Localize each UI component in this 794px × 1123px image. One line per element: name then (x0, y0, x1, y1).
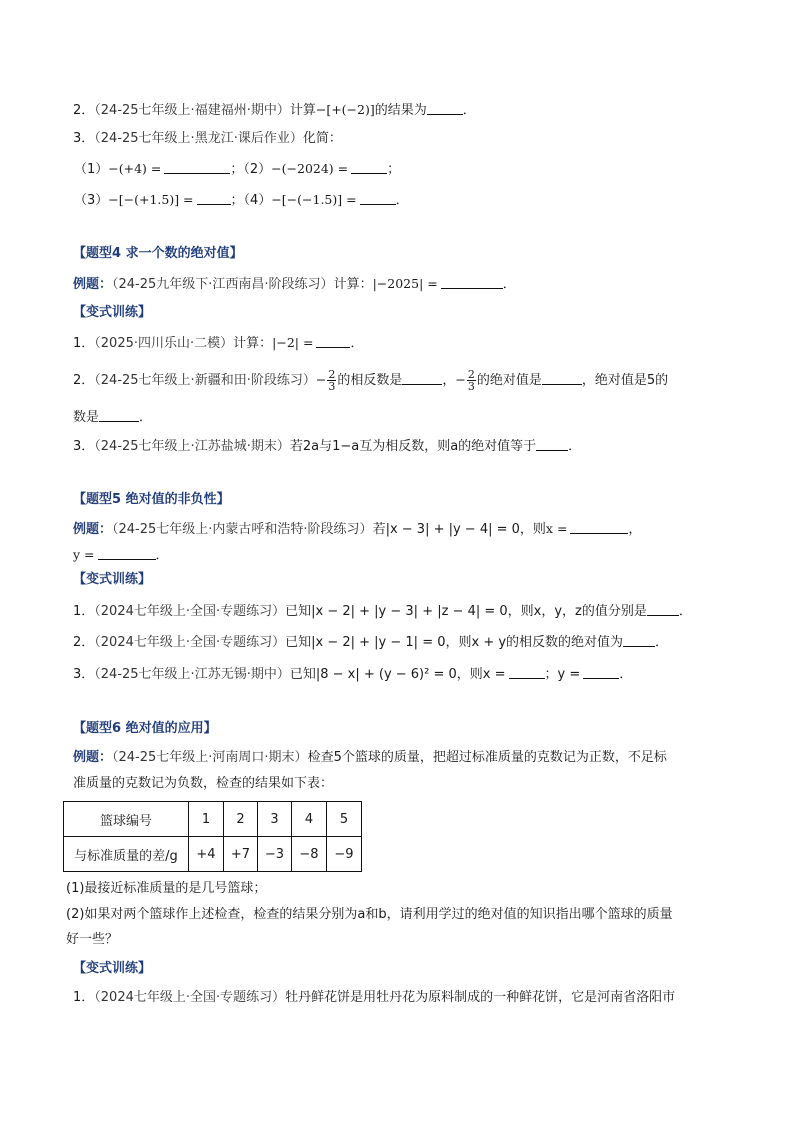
fraction-denominator: 3 (467, 380, 475, 393)
question-text: ；y = (544, 667, 581, 682)
question-source: （2025·四川乐山·二模） (94, 336, 234, 351)
topic-5-question-1 (73, 603, 692, 621)
question-number: 3． (73, 667, 95, 682)
topic-4-question-3 (73, 438, 581, 456)
table-header-cell: 5 (327, 802, 362, 837)
question-number: 2． (73, 635, 95, 650)
answer-blank[interactable] (623, 634, 655, 647)
basketball-mass-table (63, 801, 362, 872)
punctuation: ． (155, 548, 169, 563)
topic-6-example-cont: 准质量的克数记为负数，检查的结果如下表： (73, 776, 334, 791)
section-heading-topic-4: 【题型4 求一个数的绝对值】 (73, 246, 243, 261)
fraction (327, 369, 336, 392)
question-source: （2024七年级上·全国·专题练习） (94, 604, 286, 619)
question-source: （24-25七年级上·河南周口·期末） (112, 750, 308, 765)
question-number: 2． (73, 103, 95, 118)
table-header-row (64, 802, 362, 837)
table-header-cell: 2 (224, 802, 258, 837)
question-source: （24-25七年级上·内蒙古呼和浩特·阶段练习） (112, 522, 373, 537)
question-source: （24-25七年级上·江苏无锡·期中） (94, 667, 290, 682)
part-label: ；（2） (230, 162, 272, 177)
punctuation: ． (655, 635, 669, 650)
topic-5-question-2 (73, 634, 668, 652)
question-text: 已知|8 − x| + (y − 6)² = 0，则x = (289, 667, 506, 682)
topic-5-question-3 (73, 666, 632, 684)
example-label: 例题： (73, 277, 113, 292)
punctuation: ． (619, 667, 633, 682)
answer-blank[interactable] (509, 666, 545, 679)
question-text: 若|x − 3| + |y − 4| = 0，则 (372, 522, 546, 537)
table-cell: −9 (327, 837, 362, 872)
variant-training-heading: 【变式训练】 (73, 305, 152, 320)
part-label: ；（4） (230, 193, 272, 208)
table-cell: +4 (189, 837, 224, 872)
answer-blank[interactable] (441, 276, 503, 289)
answer-blank[interactable] (99, 409, 139, 422)
math-expression: −[−(+1.5)] = (108, 192, 194, 207)
question-number: 1． (73, 990, 95, 1005)
table-cell: −3 (258, 837, 292, 872)
fraction-numerator: 2 (328, 368, 336, 381)
section-heading-topic-5: 【题型5 绝对值的非负性】 (73, 492, 230, 507)
table-cell: 与标准质量的差/g (64, 837, 189, 872)
topic-6-question-1 (73, 989, 675, 1007)
answer-blank[interactable] (570, 521, 628, 534)
punctuation: ． (139, 410, 153, 425)
question-text: 数是 (73, 410, 100, 425)
punctuation: ． (395, 193, 409, 208)
answer-blank[interactable] (647, 603, 679, 616)
question-number: 1． (73, 336, 95, 351)
fraction-numerator: 2 (467, 368, 475, 381)
punctuation: ． (568, 439, 582, 454)
question-text: 牡丹鲜花饼是用牡丹花为原料制成的一种鲜花饼，它是河南省洛阳市 (285, 990, 676, 1005)
question-text: ，绝对值是5的 (581, 373, 669, 388)
question-source: （24-25七年级上·黑龙江·课后作业） (94, 131, 303, 146)
answer-blank[interactable] (197, 192, 231, 205)
fraction-denominator: 3 (328, 380, 336, 393)
question-3-parts-row-2 (74, 191, 409, 210)
minus-sign: − (315, 372, 327, 387)
answer-blank[interactable] (542, 372, 582, 385)
question-text: 若2a与1−a互为相反数，则a的绝对值等于 (289, 439, 537, 454)
topic-5-example (73, 520, 641, 539)
question-text: 的绝对值是 (476, 373, 542, 388)
part-label: （1） (74, 162, 109, 177)
question-source: （2024七年级上·全国·专题练习） (94, 990, 286, 1005)
question-number: 1． (73, 604, 95, 619)
question-number: 3． (73, 131, 95, 146)
answer-blank[interactable] (427, 102, 463, 115)
math-expression: |−2| = (272, 335, 314, 350)
question-3-parts-row-1 (74, 160, 400, 179)
table-row (64, 837, 362, 872)
question-source: （24-25九年级下·江西南昌·阶段练习） (112, 277, 334, 292)
question-text: 计算： (333, 277, 373, 292)
question-source: （2024七年级上·全国·专题练习） (94, 635, 286, 650)
subquestion-1: (1)最接近标准质量的是几号篮球； (66, 881, 267, 896)
subquestion-2-cont: 好一些？ (66, 932, 119, 947)
answer-blank[interactable] (583, 666, 619, 679)
topic-4-question-2 (73, 369, 668, 392)
question-source: （24-25七年级上·新疆和田·阶段练习） (94, 373, 316, 388)
math-expression: −(+4) = (108, 161, 162, 176)
question-text: 计算 (289, 103, 316, 118)
math-expression: −[+(−2)] (315, 102, 375, 117)
question-text: 检查5个篮球的质量，把超过标准质量的克数记为正数，不足标 (307, 750, 667, 765)
variant-training-heading: 【变式训练】 (73, 572, 152, 587)
answer-blank[interactable] (536, 438, 568, 451)
answer-blank[interactable] (316, 335, 350, 348)
table-cell: +7 (224, 837, 258, 872)
punctuation: ． (462, 103, 476, 118)
table-header-cell: 4 (292, 802, 327, 837)
math-expression: |−2025| = (372, 276, 438, 291)
topic-4-example (73, 275, 516, 294)
math-expression: −[−(−1.5)] = (271, 192, 357, 207)
question-text: 的结果为 (374, 103, 427, 118)
part-label: （3） (74, 193, 109, 208)
minus-sign: − (455, 372, 466, 387)
question-text: 化简： (302, 131, 342, 146)
fraction (467, 369, 476, 392)
topic-4-question-2-cont (73, 409, 152, 427)
table-header-cell: 1 (189, 802, 224, 837)
variant-training-heading: 【变式训练】 (73, 961, 152, 976)
subquestion-2: (2)如果对两个篮球作上述检查，检查的结果分别为a和b，请利用学过的绝对值的知识指出哪个篮球的质量 (66, 907, 673, 922)
question-number: 2． (73, 373, 95, 388)
question-text: 已知|x − 2| + |y − 3| + |z − 4| = 0，则x，y，z的值分别是 (285, 604, 647, 619)
punctuation: ． (678, 604, 692, 619)
table-header-cell: 篮球编号 (64, 802, 189, 837)
topic-5-example-cont (73, 546, 169, 565)
question-text: 的相反数是 (337, 373, 403, 388)
punctuation: ； (387, 162, 401, 177)
punctuation: ． (350, 336, 364, 351)
answer-blank[interactable] (351, 161, 387, 174)
answer-blank[interactable] (98, 547, 156, 560)
question-number: 3． (73, 439, 95, 454)
topic-6-example (73, 749, 667, 767)
answer-blank[interactable] (402, 372, 442, 385)
answer-blank[interactable] (360, 192, 396, 205)
question-3-simplify (73, 130, 342, 148)
example-label: 例题： (73, 522, 113, 537)
math-expression: −(−2024) = (271, 161, 349, 176)
math-expression: y = (73, 547, 95, 562)
answer-blank[interactable] (164, 161, 230, 174)
question-source: （24-25七年级上·江苏盐城·期末） (94, 439, 290, 454)
punctuation: ， (442, 373, 456, 388)
question-2-compute (73, 101, 476, 120)
example-label: 例题： (73, 750, 113, 765)
punctuation: ， (628, 522, 642, 537)
question-text: 已知|x − 2| + |y − 1| = 0，则x + y的相反数的绝对值为 (285, 635, 624, 650)
question-text: 计算： (233, 336, 273, 351)
topic-4-question-1 (73, 334, 363, 353)
section-heading-topic-6: 【题型6 绝对值的应用】 (73, 721, 217, 736)
punctuation: ． (502, 277, 516, 292)
table-header-cell: 3 (258, 802, 292, 837)
math-expression: x = (545, 521, 568, 536)
table-cell: −8 (292, 837, 327, 872)
question-source: （24-25七年级上·福建福州·期中） (94, 103, 290, 118)
